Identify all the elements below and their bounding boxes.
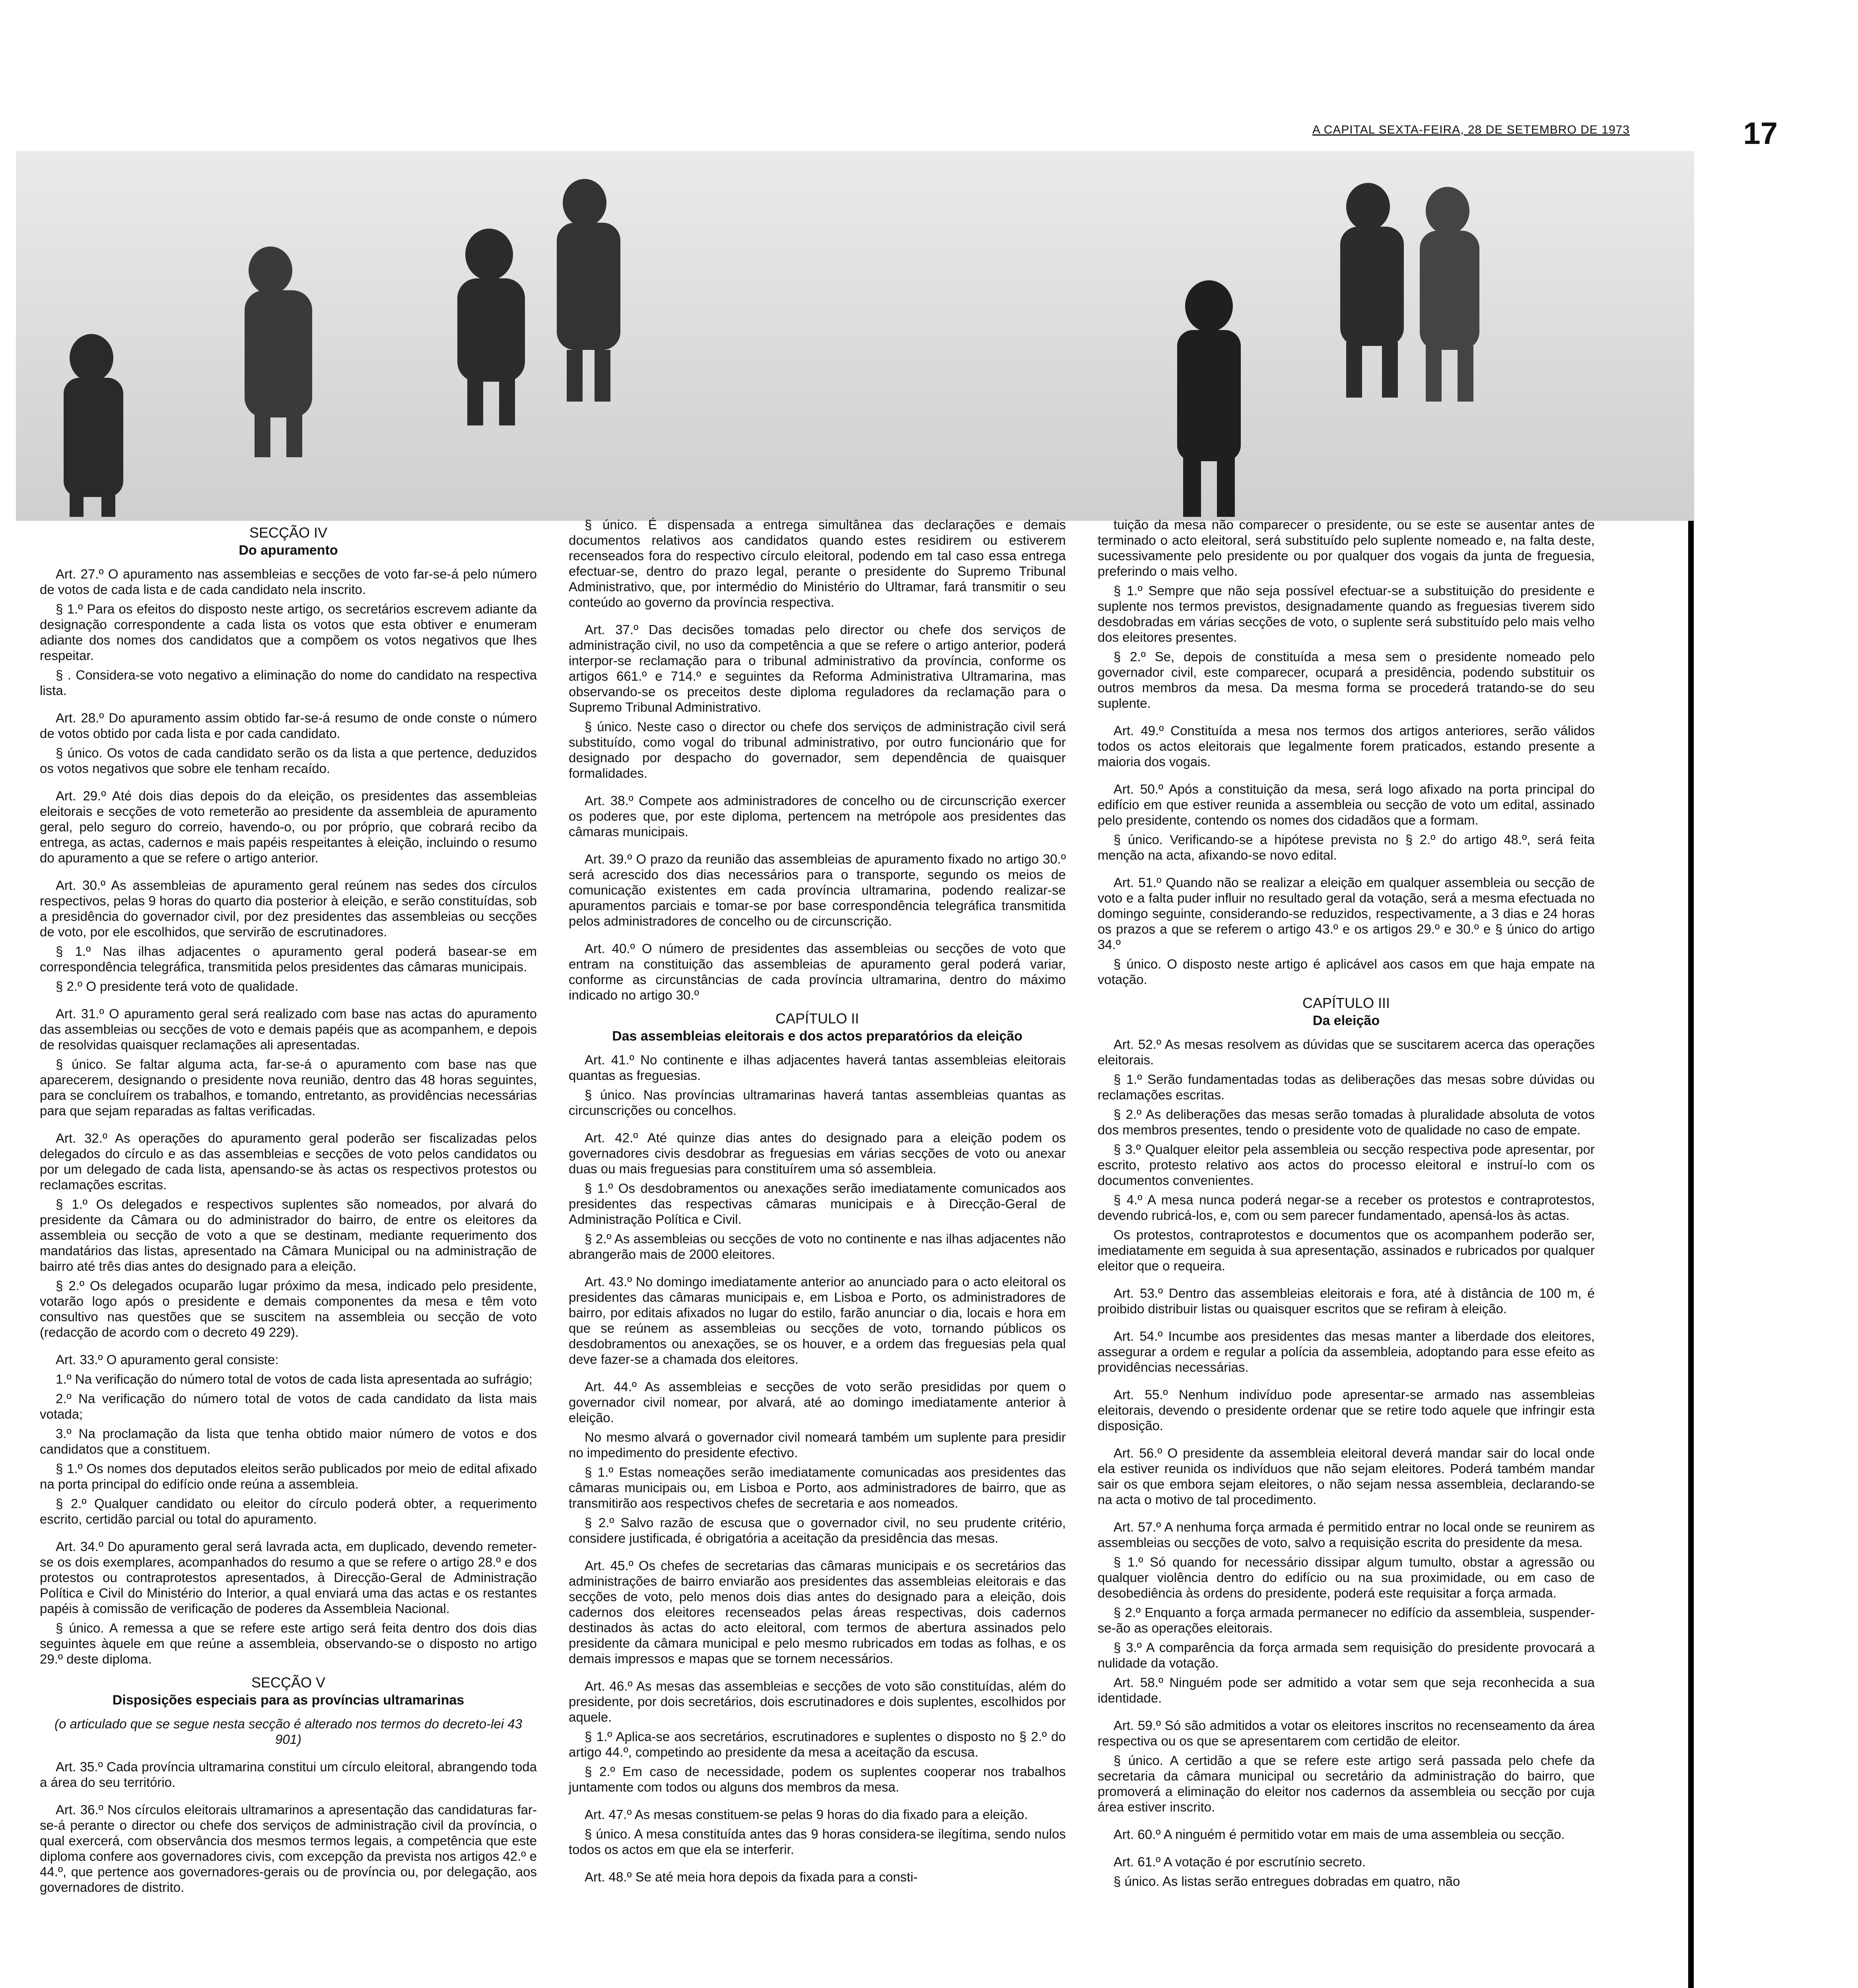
article-paragraph: Art. 58.º Ninguém pode ser admitido a votar sem que seja reconhecida a sua identidade. [1098,1675,1595,1705]
article-paragraph: No mesmo alvará o governador civil nomeará também um suplente para presidir no impedimento do presidente efectivo. [569,1430,1066,1460]
article-paragraph: Art. 38.º Compete aos administradores de concelho ou de circunscrição exercer os poderes que, por este diploma, pertencem na metrópole aos presidentes das câmaras municipais. [569,793,1066,839]
article-paragraph: 1.º Na verificação do número total de votos de cada lista apresentada ao sufrágio; [56,1372,533,1386]
article-paragraph: Art. 47.º As mesas constituem-se pelas 9 horas do dia fixado para a eleição. [585,1807,1028,1822]
article-paragraph: § 4.º A mesa nunca poderá negar-se a receber os protestos e contraprotestos, devendo rubricá-los, e, com ou sem parecer fundamentado, apensá-los às actas. [1098,1192,1595,1223]
article-paragraph: § único. A certidão a que se refere este artigo será passada pelo chefe da secretaria da câmara municipal ou secretário da administração do bairro, que promoverá a eliminação do eleitor nos cadernos da assembleia ou secção por cuja área estiver inscrito. [1098,1753,1595,1814]
article-paragraph: § 2.º Os delegados ocuparão lugar próximo da mesa, indicado pelo presidente, votarão logo após o presidente e demais componentes da mesa e têm voto consultivo nas questões que se suscitem na assembleia ou secção de voto (redacção de acordo com o decreto 49 229). [40,1278,537,1340]
article-paragraph: Art. 48.º Se até meia hora depois da fixada para a consti- [585,1870,918,1884]
article-paragraph: § único. A mesa constituída antes das 9 horas considera-se ilegítima, sendo nulos todos os actos em que ela se interferir. [569,1827,1066,1857]
section-subheading: Das assembleias eleitorais e dos actos preparatórios da eleição [612,1029,1022,1044]
article-paragraph: Os protestos, contraprotestos e documentos que os acompanhem poderão ser, imediatamente em seguida à sua apresentação, assinados e rubricados por qualquer eleitor que o requeira. [1098,1227,1595,1273]
section-subheading: Disposições especiais para as províncias ultramarinas [112,1693,464,1708]
article-paragraph: Art. 44.º As assembleias e secções de voto serão presididas por quem o governador civil nomear, por alvará, até ao domingo imediatamente anterior à eleição. [569,1379,1066,1425]
section-heading: CAPÍTULO III [1302,995,1390,1011]
article-paragraph: § 3.º Qualquer eleitor pela assembleia ou secção respectiva pode apresentar, por escrito, protesto relativo aos actos do processo eleitoral e instruí-lo com os documentos convenientes. [1098,1142,1595,1188]
article-paragraph: § único. O disposto neste artigo é aplicável aos casos em que haja empate na votação. [1098,957,1595,987]
article-paragraph: § 2.º Qualquer candidato ou eleitor do círculo poderá obter, a requerimento escrito, certidão parcial ou total do apuramento. [40,1496,537,1526]
article-paragraph: Art. 59.º Só são admitidos a votar os eleitores inscritos no recenseamento da área respectiva ou os que se apresentarem com certidão de eleitor. [1098,1718,1595,1748]
article-paragraph: § 1.º Os nomes dos deputados eleitos serão publicados por meio de edital afixado na porta principal do edifício onde reúna a assembleia. [40,1461,537,1491]
article-paragraph: 2.º Na verificação do número total de votos de cada candidato da lista mais votada; [40,1391,537,1421]
article-paragraph: Art. 40.º O número de presidentes das assembleias ou secções de voto que entram na constituição das assembleias de apuramento geral poderá variar, conforme as circunstâncias de cada província ultramarina, dentro do máximo indicado no artigo 30.º [569,941,1066,1002]
article-paragraph: Art. 55.º Nenhum indivíduo pode apresentar-se armado nas assembleias eleitorais, devendo o presidente ordenar que se retire todo aquele que infringir esta disposição. [1098,1387,1595,1433]
article-paragraph: Art. 29.º Até dois dias depois do da eleição, os presidentes das assembleias eleitorais e secções de voto remeterão ao presidente da assembleia de apuramento geral, pelo seguro do correio, havendo-o, ou por próprio, que cobrará recibo da entrega, as actas, cadernos e mais papéis respeitantes à eleição, incluindo o resumo do apuramento a que se refere o artigo anterior. [40,788,537,865]
street-photo [16,151,1694,521]
article-paragraph: § único. Nas províncias ultramarinas haverá tantas assembleias quantas as circunscrições ou concelhos. [569,1087,1066,1118]
page-number: 17 [1743,116,1778,151]
article-paragraph: Art. 50.º Após a constituição da mesa, será logo afixado na porta principal do edifício em que estiver reunida a assembleia ou secção de voto um edital, assinado pelo presidente, contendo os nomes dos cidadãos que a formam. [1098,782,1595,827]
article-paragraph: Art. 37.º Das decisões tomadas pelo director ou chefe dos serviços de administração civil, no uso da competência a que se refere o artigo anterior, poderá interpor-se reclamação para o tribunal administrativo da província, conforme os artigos 661.º e 714.º e seguintes da Reforma Administrativa Ultramarina, mas observando-se os preceitos deste diploma reguladores da reclamação para o Supremo Tribunal Administrativo. [569,622,1066,714]
page-header [1312,107,1778,151]
pedestrians-photo-icon [16,151,1694,521]
article-paragraph: § 2.º Em caso de necessidade, podem os suplentes cooperar nos trabalhos juntamente com todos ou alguns dos membros da mesa. [569,1764,1066,1794]
article-paragraph: § único. Verificando-se a hipótese prevista no § 2.º do artigo 48.º, será feita menção na acta, afixando-se novo edital. [1098,832,1595,862]
article-paragraph: § 1.º Para os efeitos do disposto neste artigo, os secretários escrevem adiante da designação correspondente a cada lista os votos que esta obtiver e enumeram adiante dos nomes dos candidatos que a compõem os votos negativos que lhes respeitar. [40,602,537,663]
section-subheading: Do apuramento [239,543,338,558]
article-paragraph: (o articulado que se segue nesta secção é alterado nos termos do decreto-lei 43 901) [54,1716,522,1747]
article-paragraph: Art. 53.º Dentro das assembleias eleitorais e fora, até à distância de 100 m, é proibido distribuir listas ou quaisquer escritos que se refiram à eleição. [1098,1286,1595,1316]
article-paragraph: Art. 43.º No domingo imediatamente anterior ao anunciado para o acto eleitoral os presidentes das câmaras municipais e, em Lisboa e Porto, os administradores de bairro, por editais afixados no lugar do estilo, farão anunciar o dia, locais e hora em que se reúnem as assembleias ou secções de voto, tornando públicos os desdobramentos ou anexações, se os houver, e a ordem das freguesias pela qual deve fazer-se a chamada dos eleitores. [569,1274,1066,1367]
section-heading: CAPÍTULO II [775,1010,859,1027]
article-paragraph: Art. 57.º A nenhuma força armada é permitido entrar no local onde se reunirem as assembleias ou secções de voto, salvo a requisição escrita do presidente da mesa. [1098,1520,1595,1550]
article-paragraph: § 3.º A comparência da força armada sem requisição do presidente provocará a nulidade da votação. [1098,1640,1595,1670]
article-paragraph: § único. Se faltar alguma acta, far-se-á o apuramento com base nas que aparecerem, designando o presidente nova reunião, dentro das 48 horas seguintes, para se concluírem os trabalhos, e tomando, entretanto, as providências necessárias para que sejam reparadas as faltas verificadas. [40,1057,537,1118]
article-paragraph: Art. 54.º Incumbe aos presidentes das mesas manter a liberdade dos eleitores, assegurar a ordem e regular a polícia da assembleia, adoptando para esse efeito as providências necessárias. [1098,1329,1595,1375]
article-paragraph: Art. 30.º As assembleias de apuramento geral reúnem nas sedes dos círculos respectivos, pelas 9 horas do quarto dia posterior à eleição, e serão constituídas, sob a presidência do governador civil, por dez presidentes das assembleias ou secções de voto, por ele escolhidos, que servirão de escrutinadores. [40,878,537,939]
article-paragraph: § 2.º O presidente terá voto de qualidade. [56,979,299,994]
article-paragraph: Art. 36.º Nos círculos eleitorais ultramarinos a apresentação das candidaturas far-se-á perante o director ou chefe dos serviços de administração civil da província, o qual exercerá, com observância dos mesmos termos legais, a competência que este diploma confere aos governadores civis, com excepção da prevista nos artigos 42.º e 44.º, que pertence aos governadores-gerais ou de província ou, por delegação, aos governadores de distrito. [40,1802,537,1895]
article-paragraph: tuição da mesa não comparecer o presidente, ou se este se ausentar antes de terminado o acto eleitoral, será substituído pelo suplente nomeado e, na falta deste, sucessivamente pelo presidente ou por qualquer dos vogais da junta de freguesia, preferindo o mais velho. [1098,517,1595,579]
masthead: A CAPITAL SEXTA-FEIRA, 28 DE SETEMBRO DE 1973 [1312,123,1630,136]
article-paragraph: § 2.º Enquanto a força armada permanecer no edifício da assembleia, suspender-se-ão as operações eleitorais. [1098,1605,1595,1635]
section-heading: SECÇÃO IV [249,524,328,541]
article-paragraph: Art. 61.º A votação é por escrutínio secreto. [1114,1854,1366,1869]
article-paragraph: Art. 33.º O apuramento geral consiste: [56,1352,279,1367]
article-paragraph: § 1.º Estas nomeações serão imediatamente comunicadas aos presidentes das câmaras municipais ou, em Lisboa e Porto, aos administradores de bairro, que as transmitirão aos respectivos chefes de secretaria e aos nomeados. [569,1465,1066,1510]
article-paragraph: § único. É dispensada a entrega simultânea das declarações e demais documentos relativos aos candidatos quando estes residirem ou estiverem recenseados fora do respectivo círculo eleitoral, podendo em tal caso essa entrega efectuar-se, dentro do prazo legal, perante o presidente do Supremo Tribunal Administrativo, que, por intermédio do Ministério do Ultramar, fará transmitir o seu conteúdo ao governo da província respectiva. [569,517,1066,610]
article-paragraph: Art. 34.º Do apuramento geral será lavrada acta, em duplicado, devendo remeter-se os dois exemplares, acompanhados do resumo a que se refere o artigo 28.º e dos protestos ou contraprotestos apresentados, à Direcção-Geral de Administração Política e Civil do Ministério do Interior, a qual enviará uma das actas e os restantes papéis à comissão de verificação de poderes da Assembleia Nacional. [40,1539,537,1616]
article-paragraph: 3.º Na proclamação da lista que tenha obtido maior número de votos e dos candidatos que a constituem. [40,1426,537,1456]
article-paragraph: Art. 49.º Constituída a mesa nos termos dos artigos anteriores, serão válidos todos os actos eleitorais que legalmente forem praticados, estando presente a maioria dos vogais. [1098,723,1595,769]
article-paragraph: Art. 56.º O presidente da assembleia eleitoral deverá mandar sair do local onde ela estiver reunida os indivíduos que não sejam eleitores. Poderá também mandar sair os que embora sejam eleitores, o não sejam nessa assembleia, declarando-se na acta o motivo de tal procedimento. [1098,1446,1595,1507]
article-paragraph: Art. 51.º Quando não se realizar a eleição em qualquer assembleia ou secção de voto e a falta puder influir no resultado geral da votação, será a mesma efectuada no domingo seguinte, considerando-se reduzidos, respectivamente, a 3 dias e 24 horas os prazos a que se referem o artigo 43.º e os artigos 29.º e 30.º e § único do artigo 34.º [1098,875,1595,952]
article-paragraph: Art. 60.º A ninguém é permitido votar em mais de uma assembleia ou secção. [1114,1827,1565,1842]
article-paragraph: § único. A remessa a que se refere este artigo será feita dentro dos dois dias seguintes àquele em que reúne a assembleia, observando-se o disposto no artigo 29.º deste diploma. [40,1621,537,1666]
article-paragraph: § 1.º Os desdobramentos ou anexações serão imediatamente comunicados aos presidentes das respectivas câmaras municipais e à Direcção-Geral de Administração Política e Civil. [569,1181,1066,1227]
article-paragraph: Art. 39.º O prazo da reunião das assembleias de apuramento fixado no artigo 30.º será acrescido dos dias necessários para o transporte, segundo os meios de comunicação existentes em cada província ultramarina, podendo realizar-se apuramentos parciais e tomar-se por base correspondência telegráfica transmitida pelos administradores de concelho ou de circunscrição. [569,852,1066,928]
article-paragraph: Art. 42.º Até quinze dias antes do designado para a eleição podem os governadores civis desdobrar as freguesias em várias secções de voto ou anexar duas ou mais freguesias para constituírem uma só assembleia. [569,1130,1066,1176]
article-paragraph: Art. 41.º No continente e ilhas adjacentes haverá tantas assembleias eleitorais quantas as freguesias. [569,1052,1066,1083]
column-2 [569,517,1066,1889]
article-paragraph: Art. 32.º As operações do apuramento geral poderão ser fiscalizadas pelos delegados do círculo e as das assembleias e secções de voto pelos candidatos ou por um delegado de cada lista, apensando-se às actas os respectivos protestos ou reclamações escritas. [40,1131,537,1192]
section-heading: SECÇÃO V [251,1674,326,1691]
section-subheading: Da eleição [1312,1013,1380,1028]
article-paragraph: § 1.º Nas ilhas adjacentes o apuramento geral poderá basear-se em correspondência telegráfica, transmitida pelos presidentes das câmaras municipais. [40,944,537,974]
vertical-rule [1688,521,1694,1988]
article-paragraph: Art. 46.º As mesas das assembleias e secções de voto são constituídas, além do presidente, por dois secretários, dois escrutinadores e dois suplentes, escolhidos por aquele. [569,1679,1066,1724]
article-paragraph: Art. 31.º O apuramento geral será realizado com base nas actas do apuramento das assembleias ou secções de voto e demais papéis que as acompanhem, e depois de resolvidas quaisquer reclamações ali apresentadas. [40,1006,537,1052]
article-paragraph: Art. 45.º Os chefes de secretarias das câmaras municipais e os secretários das administrações de bairro enviarão aos presidentes das assembleias eleitorais e das secções de voto, pelo menos dois dias antes do designado para a eleição, dois cadernos dos eleitores recenseados pelas áreas respectivas, dois cadernos destinados às actas do acto eleitoral, com termos de abertura assinados pelo presidente da câmara municipal e pelo mesmo rubricados em todas as folhas, e os demais impressos e mapas que se tornem necessários. [569,1558,1066,1666]
article-paragraph: § único. As listas serão entregues dobradas em quatro, não [1114,1874,1460,1889]
article-paragraph: § 1.º Sempre que não seja possível efectuar-se a substituição do presidente e suplente nos termos previstos, designadamente quando as freguesias tiverem sido desdobradas em várias secções de voto, o suplente será substituído pelo mais velho dos eleitores presentes. [1098,583,1595,645]
article-paragraph: Art. 35.º Cada província ultramarina constitui um círculo eleitoral, abrangendo toda a área do seu território. [40,1759,537,1790]
article-paragraph: § 1.º Aplica-se aos secretários, escrutinadores e suplentes o disposto no § 2.º do artigo 44.º, competindo ao presidente da mesa a aceitação da escusa. [569,1729,1066,1759]
article-paragraph: § 1.º Serão fundamentadas todas as deliberações das mesas sobre dúvidas ou reclamações escritas. [1098,1072,1595,1102]
article-paragraph: § 1.º Só quando for necessário dissipar algum tumulto, obstar a agressão ou qualquer violência dentro do edifício ou na sua proximidade, ou em caso de desobediência às ordens do presidente, poderá este requisitar a força armada. [1098,1555,1595,1600]
article-paragraph: § único. Os votos de cada candidato serão os da lista a que pertence, deduzidos os votos negativos que sobre ele tenham recaído. [40,746,537,776]
article-paragraph: § 1.º Os delegados e respectivos suplentes são nomeados, por alvará do presidente da Câmara ou do administrador do bairro, de entre os eleitores da assembleia ou secção de voto a que se destinam, mediante requerimento dos mandatários das listas, apresentado na Câmara Municipal ou na administração de bairro até três dias antes do designado para a eleição. [40,1197,537,1274]
article-paragraph: § 2.º Se, depois de constituída a mesa sem o presidente nomeado pelo governador civil, este comparecer, ocupará a presidência, podendo substituir os outros membros da mesa. Da mesma forma se procederá tratando-se do seu suplente. [1098,649,1595,711]
article-paragraph: Art. 27.º O apuramento nas assembleias e secções de voto far-se-á pelo número de votos de cada lista e de cada candidato nela inscrito. [40,567,537,597]
article-paragraph: § 2.º As deliberações das mesas serão tomadas à pluralidade absoluta de votos dos membros presentes, tendo o presidente voto de qualidade no caso de empate. [1098,1107,1595,1137]
article-paragraph: Art. 52.º As mesas resolvem as dúvidas que se suscitarem acerca das operações eleitorais. [1098,1037,1595,1067]
column-3 [1098,517,1595,1893]
article-paragraph: § 2.º Salvo razão de escusa que o governador civil, no seu prudente critério, considere justificada, é obrigatória a aceitação da presidência das mesas. [569,1515,1066,1545]
column-1 [40,517,537,1899]
article-paragraph: § 2.º As assembleias ou secções de voto no continente e nas ilhas adjacentes não abrangerão mais de 2000 eleitores. [569,1231,1066,1262]
article-paragraph: Art. 28.º Do apuramento assim obtido far-se-á resumo de onde conste o número de votos obtido por cada lista e por cada candidato. [40,711,537,741]
article-paragraph: § . Considera-se voto negativo a eliminação do nome do candidato na respectiva lista. [40,668,537,698]
article-paragraph: § único. Neste caso o director ou chefe dos serviços de administração civil será substituído, como vogal do tribunal administrativo, por outro funcionário que for designado por despacho do governador, sem dependência de quaisquer formalidades. [569,719,1066,780]
